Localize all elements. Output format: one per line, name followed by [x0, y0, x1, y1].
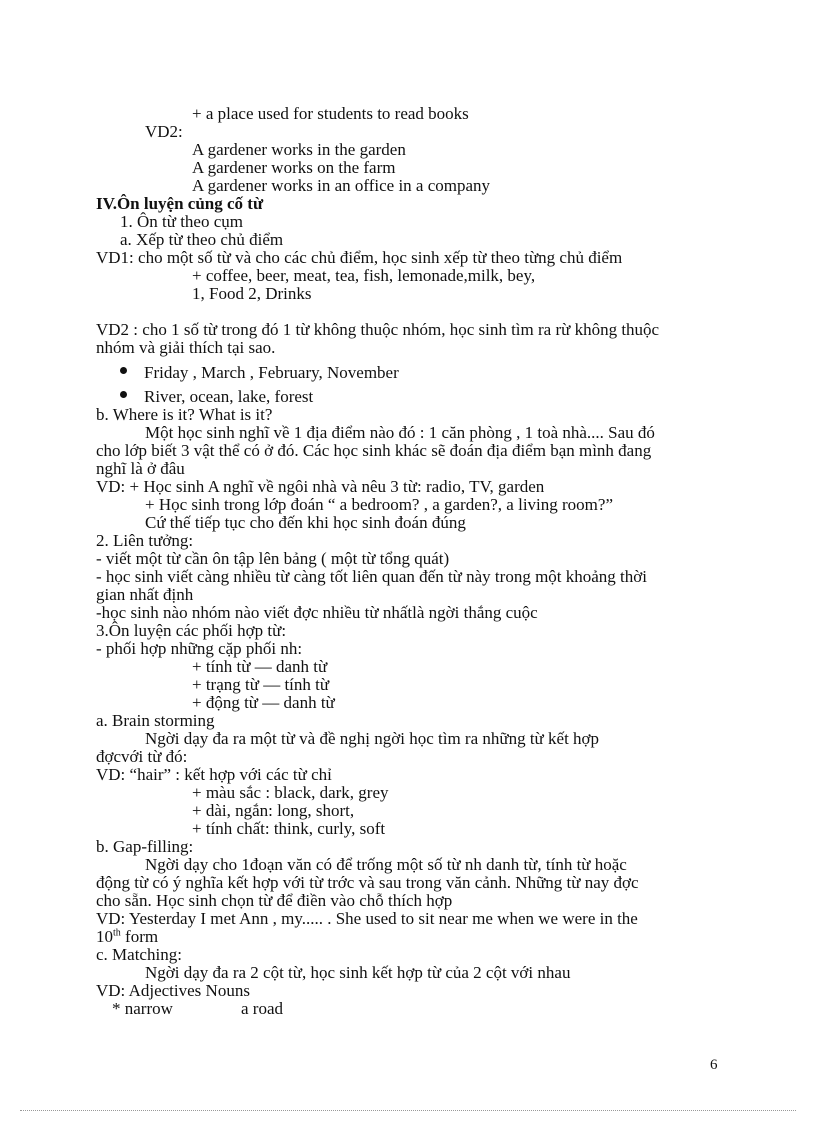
text-line: b. Where is it? What is it? — [96, 405, 273, 424]
text-line: VD: “hair” : kết hợp với các từ chỉ — [96, 765, 332, 784]
text-line: b. Gap-filling: — [96, 837, 194, 856]
text-line: Ngời dạy cho 1đoạn văn có để trống một số từ nh danh từ, tính từ hoặc — [145, 855, 627, 874]
text-line: A gardener works in the garden — [192, 140, 406, 159]
text-line: cho sẵn. Học sinh chọn từ để điền vào chỗ thích hợp — [96, 891, 453, 910]
text-line: + tính từ — danh từ — [192, 657, 328, 676]
section-heading: IV.Ôn luyện củng cố từ — [96, 194, 264, 213]
text-line: + a place used for students to read books — [192, 104, 469, 123]
text-line: Ngời dạy đa ra một từ và đề nghị ngời học tìm ra những từ kết hợp — [145, 729, 600, 748]
text-line: + tính chất: think, curly, soft — [192, 819, 386, 838]
ordinal-word: form — [125, 927, 159, 946]
text-line: A gardener works on the farm — [192, 158, 396, 177]
text-line: - phối hợp những cặp phối nh: — [96, 639, 303, 658]
bullet-icon — [120, 367, 127, 374]
text-line: VD1: cho một số từ và cho các chủ điểm, học sinh xếp từ theo từng chủ điểm — [96, 248, 623, 267]
text-line: + trạng từ — tính từ — [192, 675, 330, 694]
text-line: + màu sắc : black, dark, grey — [192, 783, 389, 802]
text-line: - học sinh viết càng nhiều từ càng tốt liên quan đến từ này trong một khoảng thời — [96, 567, 647, 586]
list-item: Friday , March , February, November — [144, 363, 399, 382]
page-number: 6 — [710, 1057, 718, 1073]
text-line: gian nhất định — [96, 585, 194, 604]
text-line: Cứ thế tiếp tục cho đến khi học sinh đoán đúng — [145, 513, 466, 532]
bullet-icon — [120, 391, 127, 398]
text-line: Ngời dạy đa ra 2 cột từ, học sinh kết hợp từ của 2 cột với nhau — [145, 963, 571, 982]
text-line — [96, 928, 158, 946]
text-line: + Học sinh trong lớp đoán “ a bedroom? , a garden?, a living room?” — [145, 495, 613, 514]
text-line: VD: + Học sinh A nghĩ về ngôi nhà và nêu 3 từ: radio, TV, garden — [96, 477, 545, 496]
text-line: động từ có ý nghĩa kết hợp với từ trớc và sau trong văn cảnh. Những từ nay đợc — [96, 873, 639, 892]
text-line: + coffee, beer, meat, tea, fish, lemonade,milk, bey, — [192, 266, 536, 285]
text-line: đợcvới từ đó: — [96, 747, 188, 766]
text-line: -học sinh nào nhóm nào viết đợc nhiều từ nhấtlà ngời thắng cuộc — [96, 603, 538, 622]
text-line: c. Matching: — [96, 945, 182, 964]
ordinal-number: 10 — [96, 927, 113, 946]
text-line: - viết một từ cần ôn tập lên bảng ( một từ tổng quát) — [96, 549, 450, 568]
text-line: 1. Ôn từ theo cụm — [120, 212, 244, 231]
text-line: nghĩ là ở đâu — [96, 459, 185, 478]
text-line: 3.Ôn luyện các phối hợp từ: — [96, 621, 287, 640]
text-line: nhóm và giải thích tại sao. — [96, 338, 276, 357]
text-line: + dài, ngắn: long, short, — [192, 801, 355, 820]
text-line: a. Brain storming — [96, 711, 215, 730]
text-line: 1, Food 2, Drinks — [192, 284, 312, 303]
text-line: cho lớp biết 3 vật thể có ở đó. Các học sinh khác sẽ đoán địa điểm bạn mình đang — [96, 441, 652, 460]
text-line: a. Xếp từ theo chủ điểm — [120, 230, 284, 249]
text-line: VD: Yesterday I met Ann , my..... . She used to sit near me when we were in the — [96, 909, 638, 928]
example-label: VD2: — [145, 122, 183, 141]
text-line: + động từ — danh từ — [192, 693, 335, 712]
text-line: VD2 : cho 1 số từ trong đó 1 từ không thuộc nhóm, học sinh tìm ra rừ không thuộc — [96, 320, 660, 339]
matching-right: a road — [241, 999, 284, 1018]
text-line: 2. Liên tưởng: — [96, 531, 194, 550]
ordinal-suffix: th — [113, 927, 121, 939]
footer-divider — [20, 1110, 796, 1111]
list-item: River, ocean, lake, forest — [144, 387, 314, 406]
text-line: VD: Adjectives Nouns — [96, 981, 250, 1000]
text-line: Một học sinh nghĩ về 1 địa điểm nào đó : 1 căn phòng , 1 toà nhà.... Sau đó — [145, 423, 655, 442]
text-line: A gardener works in an office in a company — [192, 176, 491, 195]
matching-left: * narrow — [112, 999, 173, 1018]
